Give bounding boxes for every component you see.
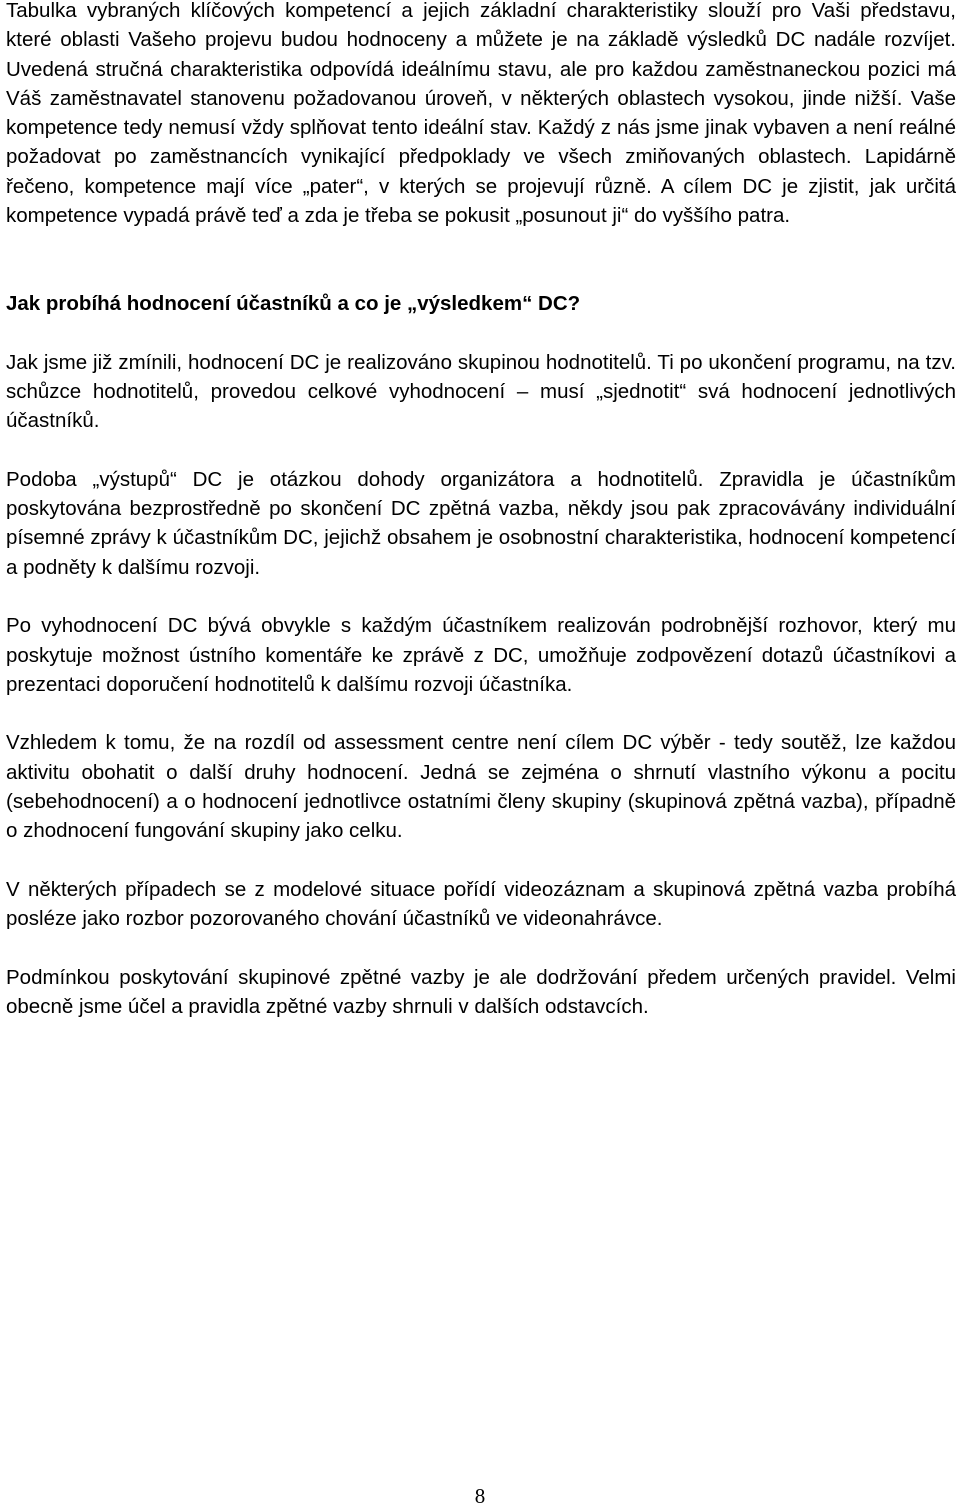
paragraph-assessment-types: Vzhledem k tomu, že na rozdíl od assessment centre není cílem DC výběr - tedy soutěž, lze každou aktivitu obohatit o další druhy hodnocení. Jedná se zejména o shrnutí vlastního výkonu a pocitu (sebehodnocení) a o hodnocení jednotlivce ostatními členy skupiny (skupinová zpětná vazba), případně o zhodnocení fungování skupiny jako celku.	[6, 731, 956, 843]
paragraph-interview: Po vyhodnocení DC bývá obvykle s každým účastníkem realizován podrobnější rozhovor, který mu poskytuje možnost ústního komentáře ke zprávě z DC, umožňuje zodpovězení dotazů účastníkovi a prezentaci doporučení hodnotitelů k dalšímu rozvoji účastníka.	[6, 614, 956, 696]
paragraph-evaluators: Jak jsme již zmínili, hodnocení DC je realizováno skupinou hodnotitelů. Ti po ukončení programu, na tzv. schůzce hodnotitelů, provedou celkové vyhodnocení – musí „sjednotit“ svá hodnocení jednotlivých účastníků.	[6, 350, 956, 433]
paragraph-rules: Podmínkou poskytování skupinové zpětné vazby je ale dodržování předem určených pravidel. Velmi obecně jsme účel a pravidla zpětné vazby shrnuli v dalších odstavcích.	[6, 965, 956, 1019]
paragraph-video: V některých případech se z modelové situace pořídí videozáznam a skupinová zpětná vazba probíhá posléze jako rozbor pozorovaného chování účastníků ve videonahrávce.	[6, 877, 956, 931]
page-number: 8	[474, 1484, 486, 1508]
document-page	[6, 0, 956, 1021]
section-heading: Jak probíhá hodnocení účastníků a co je „výsledkem“ DC?	[6, 291, 581, 315]
paragraph-outputs: Podoba „výstupů“ DC je otázkou dohody organizátora a hodnotitelů. Zpravidla je účastníkům poskytována bezprostředně po skončení DC zpětná vazba, někdy jsou pak zpracovávány individuální písemné zprávy k účastníkům DC, jejichž obsahem je osobnostní charakteristika, hodnocení kompetencí a podněty k dalšímu rozvoji.	[6, 467, 956, 579]
paragraph-competences: Tabulka vybraných klíčových kompetencí a jejich základní charakteristiky slouží pro Vaši představu, které oblasti Vašeho projevu budou hodnoceny a můžete je na základě výsledků DC nadále rozvíjet. Uvedená stručná charakteristika odpovídá ideálnímu stavu, ale pro každou zaměstnaneckou pozici má Váš zaměstnavatel stanovenu požadovanou úroveň, v některých oblastech vysokou, jinde nižší. Vaše kompetence tedy nemusí vždy splňovat tento ideální stav. Každý z nás jsme jinak vybaven a není reálné požadovat po zaměstnancích vynikající předpoklady ve všech zmiňovaných oblastech. Lapidárně řečeno, kompetence mají více „pater“, v kterých se projevují různě. A cílem DC je zjistit, jak určitá kompetence vypadá právě teď a zda je třeba se pokusit „posunout ji“ do vyššího patra.	[6, 0, 956, 228]
